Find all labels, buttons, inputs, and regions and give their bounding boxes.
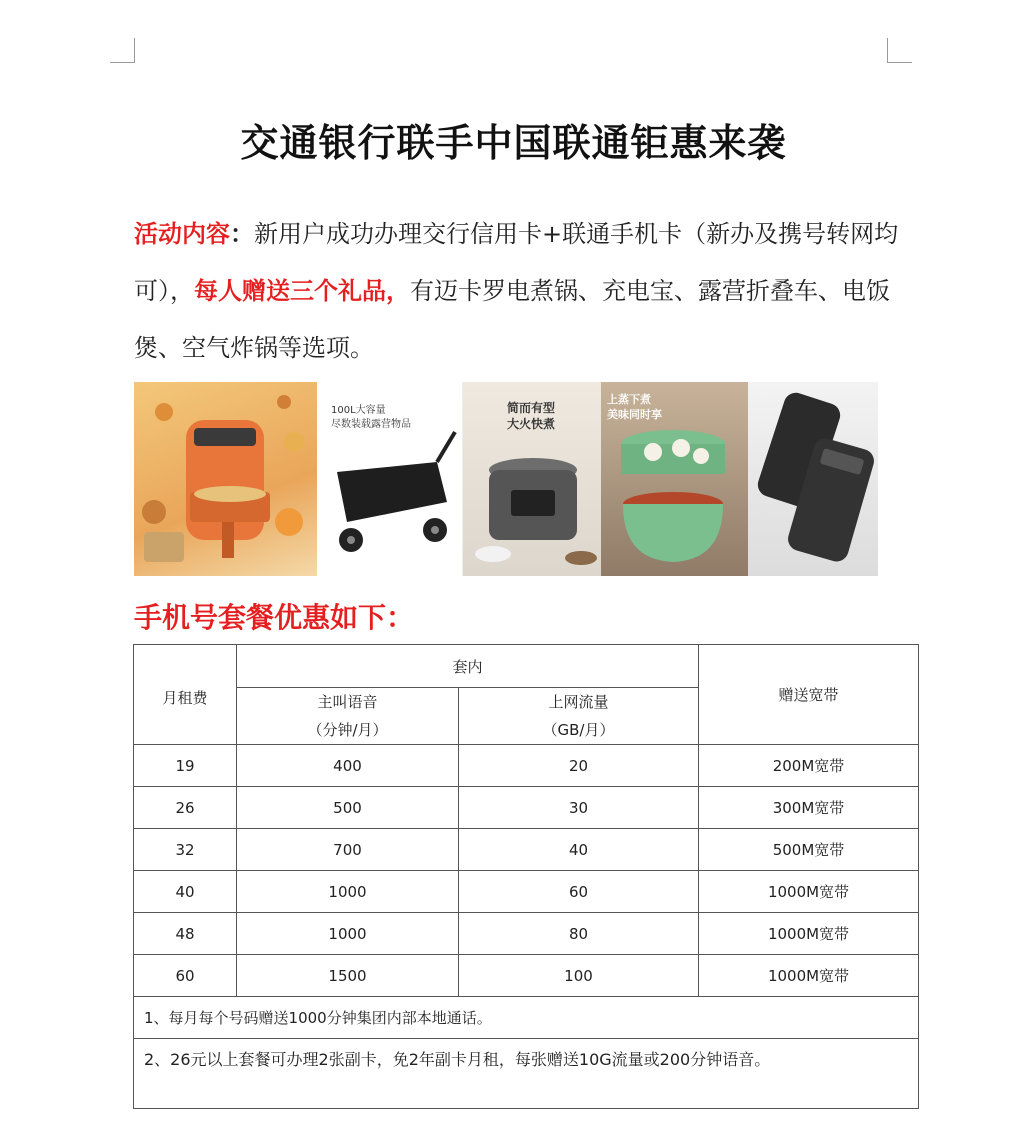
header-voice-cell <box>237 688 459 745</box>
power-bank-photo <box>748 382 878 576</box>
fee-cell: 26 <box>134 787 237 829</box>
electric-pot-photo <box>601 382 748 576</box>
pot-caption-line1: 上蒸下煮 <box>607 393 651 406</box>
data-cell: 30 <box>459 787 699 829</box>
header-included: 套内 <box>237 645 699 688</box>
cart-caption-line2: 尽数装载露营物品 <box>331 419 411 430</box>
note-2: 2、26元以上套餐可办理2张副卡，免2年副卡月租，每张赠送10G流量或200分钟语音。 <box>134 1039 919 1109</box>
table-row <box>134 745 919 787</box>
data-cell: 100 <box>459 955 699 997</box>
table-row <box>134 913 919 955</box>
note-row-1 <box>134 997 919 1039</box>
header-broadband: 赠送宽带 <box>699 645 919 745</box>
page-title: 交通银行联手中国联通钜惠来袭 <box>240 121 787 165</box>
broadband-cell: 300M宽带 <box>699 787 919 829</box>
pot-caption-line2: 美味同时享 <box>607 408 662 421</box>
page-corner-mark <box>887 38 912 63</box>
power-bank-illustration <box>748 382 878 576</box>
plan-table <box>133 644 919 1109</box>
activity-label: 活动内容 <box>134 220 230 248</box>
table-row <box>134 871 919 913</box>
note-row-2 <box>134 1039 919 1109</box>
data-cell: 80 <box>459 913 699 955</box>
cooker-caption-line1: 简而有型 <box>507 401 556 415</box>
table-row <box>134 829 919 871</box>
cooker-caption-line2: 大火快煮 <box>507 417 556 431</box>
voice-cell: 1000 <box>237 871 459 913</box>
header-voice: 主叫语音 <box>317 693 378 711</box>
header-data: 上网流量 <box>548 693 609 711</box>
broadband-cell: 500M宽带 <box>699 829 919 871</box>
table-header-row <box>134 645 919 688</box>
voice-cell: 700 <box>237 829 459 871</box>
table-row <box>134 787 919 829</box>
header-data-cell <box>459 688 699 745</box>
fee-cell: 19 <box>134 745 237 787</box>
activity-text-2: 有迈卡罗电煮锅、充电宝、露营折叠车、电饭煲、空气炸锅等选项。 <box>134 277 890 362</box>
section-heading: 手机号套餐优惠如下： <box>134 601 415 634</box>
voice-cell: 400 <box>237 745 459 787</box>
gift-photos <box>134 382 878 576</box>
fee-cell: 60 <box>134 955 237 997</box>
broadband-cell: 1000M宽带 <box>699 871 919 913</box>
voice-cell: 1000 <box>237 913 459 955</box>
broadband-cell: 200M宽带 <box>699 745 919 787</box>
page-corner-mark <box>110 38 135 63</box>
data-cell: 60 <box>459 871 699 913</box>
note-1: 1、每月每个号码赠送1000分钟集团内部本地通话。 <box>134 997 919 1039</box>
activity-highlight: 每人赠送三个礼品， <box>194 277 410 305</box>
voice-cell: 500 <box>237 787 459 829</box>
voice-cell: 1500 <box>237 955 459 997</box>
fee-cell: 48 <box>134 913 237 955</box>
cart-caption-line1: 100L大容量 <box>331 405 386 416</box>
header-voice-unit: （分钟/月） <box>307 721 388 739</box>
broadband-cell: 1000M宽带 <box>699 913 919 955</box>
fee-cell: 40 <box>134 871 237 913</box>
data-cell: 40 <box>459 829 699 871</box>
activity-text-1: 新用户成功办理交行信用卡+联通手机卡（新办及携号转网均可）， <box>134 220 899 305</box>
header-data-unit: （GB/月） <box>542 721 615 739</box>
header-monthly-fee: 月租费 <box>134 645 237 745</box>
camping-cart-photo <box>317 382 463 576</box>
table-row <box>134 955 919 997</box>
activity-paragraph <box>134 206 904 377</box>
rice-cooker-photo <box>463 382 601 576</box>
activity-colon: ： <box>230 220 254 248</box>
air-fryer-illustration <box>134 382 317 576</box>
air-fryer-photo <box>134 382 317 576</box>
data-cell: 20 <box>459 745 699 787</box>
fee-cell: 32 <box>134 829 237 871</box>
broadband-cell: 1000M宽带 <box>699 955 919 997</box>
